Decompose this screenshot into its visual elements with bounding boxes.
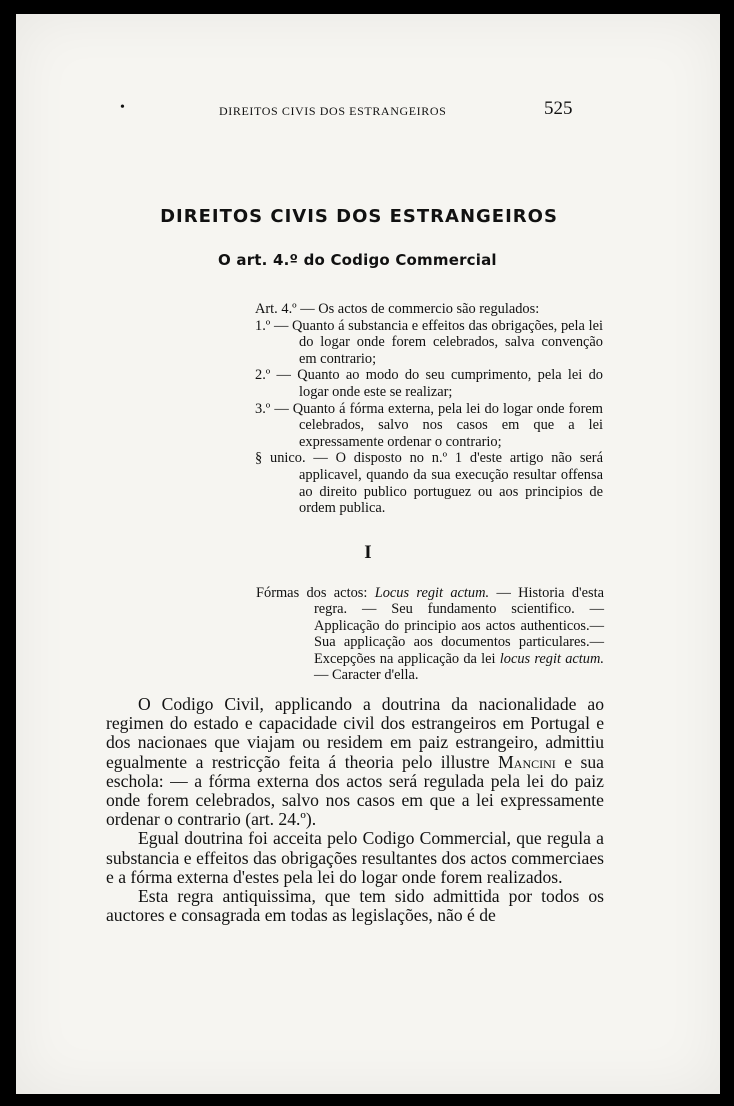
article-quote bbox=[255, 301, 603, 517]
article-intro: Art. 4.º — Os actos de commercio são regulados: bbox=[255, 301, 540, 317]
body-paragraph-3: Esta regra antiquissima, que tem sido admittida por todos os auctores e consagrada em todas as legislações, não é de bbox=[106, 886, 604, 926]
header-bullet: • bbox=[120, 100, 125, 115]
article-item-3: 3.º — Quanto á fórma externa, pela lei do logar onde forem celebrados, salvo nos casos em que a lei expressamente ordenar o contrario; bbox=[255, 400, 603, 450]
article-item-2: 2.º — Quanto ao modo do seu cumprimento, pela lei do logar onde este se realizar; bbox=[255, 367, 603, 400]
section-subtitle: O art. 4.º do Codigo Commercial bbox=[218, 251, 497, 269]
body-paragraph-2: Egual doutrina foi acceita pelo Codigo Commercial, que regula a substancia e effeitos das obrigações resultantes dos actos commerciaes e a fórma externa d'estes pela lei do logar onde forem realizados. bbox=[106, 828, 604, 887]
p1-before: O Codigo Civil, applicando a doutrina da nacionalidade ao regimen do estado e capacidade civil dos estrangeiros em Portugal e dos nacionaes que viajam ou residem em paiz estrangeiro, admittiu egualmente a restricção feita á theoria pelo illustre bbox=[106, 694, 604, 772]
running-title: DIREITOS CIVIS DOS ESTRANGEIROS bbox=[219, 104, 447, 118]
summary-locus-1: Locus regit actum. bbox=[374, 585, 490, 601]
author-name: Mancini bbox=[498, 751, 556, 772]
summary-part-3: — Caracter d'ella. bbox=[314, 667, 419, 684]
section-summary bbox=[256, 585, 604, 683]
running-header bbox=[16, 98, 720, 122]
summary-locus-2: locus regit actum. bbox=[499, 650, 604, 667]
page-number: 525 bbox=[544, 98, 573, 119]
section-numeral: I bbox=[364, 542, 372, 563]
article-paragraph-unico: § unico. — O disposto no n.º 1 d'este artigo não será applicavel, quando da sua execução resultar offensa ao direito publico portuguez ou aos principios de ordem publica. bbox=[255, 450, 603, 517]
chapter-title bbox=[16, 206, 720, 227]
p1-after: e sua eschola: — a fórma externa dos actos será regulada pela lei do paiz onde forem celebrados, salvo nos casos em que a lei expressamente ordenar o contrario (art. 24.º). bbox=[106, 751, 604, 830]
book-page bbox=[16, 14, 720, 1094]
summary-part-1: Fórmas dos actos: bbox=[256, 585, 375, 601]
article-item-1: 1.º — Quanto á substancia e effeitos das obrigações, pela lei do logar onde forem celebrados, salva convenção em contrario; bbox=[255, 317, 603, 367]
body-paragraph-1 bbox=[106, 695, 604, 829]
chapter-title-text: DIREITOS CIVIS DOS ESTRANGEIROS bbox=[160, 206, 558, 227]
body-text bbox=[106, 695, 604, 925]
summary-part-2: — Historia d'esta regra. — Seu fundamento scientifico. — Applicação do principio aos actos authenticos.—Sua applicação aos documentos particulares.—Excepções na applicação da lei bbox=[314, 585, 604, 667]
